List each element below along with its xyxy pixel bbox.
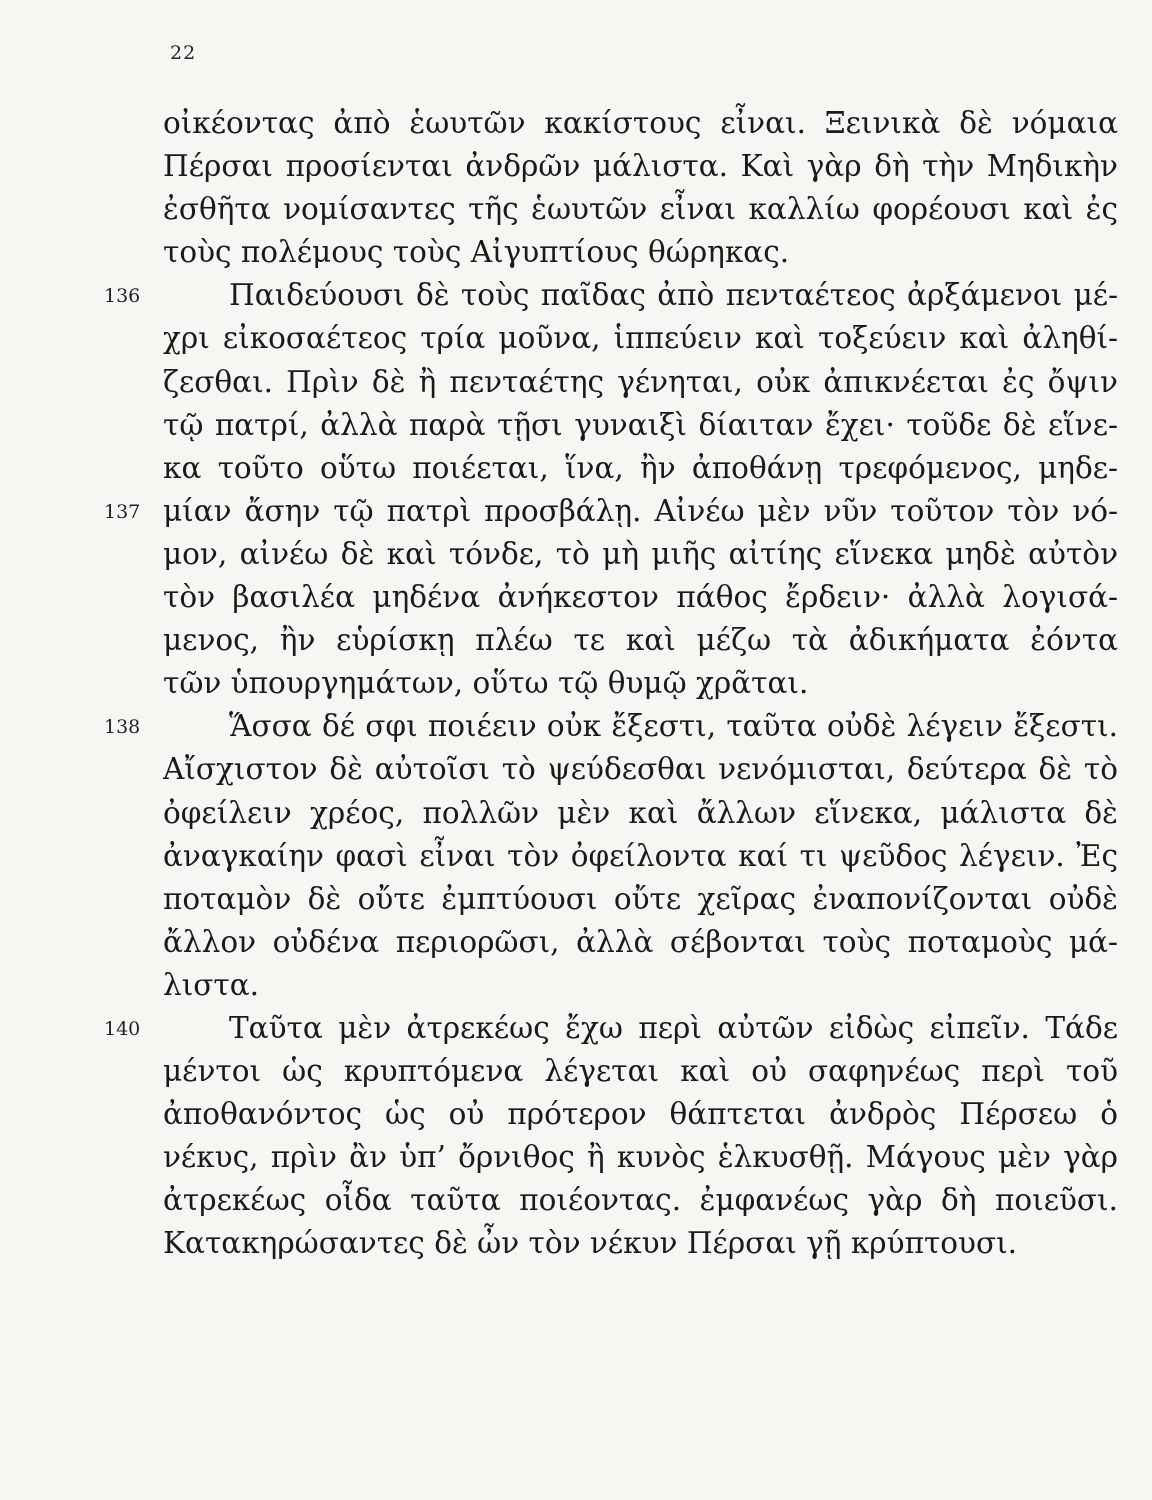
text-line (104, 705, 1118, 748)
line-text: τοὺς πολέμους τοὺς Αἰγυπτίους θώρηκας. (163, 235, 790, 270)
line-text: κα τοῦτο οὕτω ποιέεται, ἵνα, ἢν ἀποθάνῃ τρεφόμενος, μηδε- (163, 450, 1118, 485)
text-line (163, 619, 1118, 662)
text-line (163, 792, 1118, 835)
line-text: ποταμὸν δὲ οὔτε ἐμπτύουσι οὔτε χεῖρας ἐναπονίζονται οὐδὲ (163, 881, 1118, 916)
text-line (163, 188, 1118, 231)
line-text: Κατακηρώσαντες δὲ ὦν τὸν νέκυν Πέρσαι γῇ κρύπτουσι. (163, 1226, 1018, 1261)
text-line (104, 1007, 1118, 1050)
text-line (163, 102, 1118, 145)
line-text: μέντοι ὡς κρυπτόμενα λέγεται καὶ οὐ σαφηνέως περὶ τοῦ (163, 1054, 1118, 1089)
line-text: τῷ πατρί, ἀλλὰ παρὰ τῇσι γυναιξὶ δίαιταν ἔχει· τοῦδε δὲ εἵνε- (163, 407, 1118, 442)
text-line (163, 921, 1118, 964)
line-text: Πέρσαι προσίενται ἀνδρῶν μάλιστα. Καὶ γὰρ δὴ τὴν Μηδικὴν (163, 149, 1118, 184)
line-text: μενος, ἢν εὑρίσκῃ πλέω τε καὶ μέζω τὰ ἀδικήματα ἐόντα (163, 623, 1118, 658)
text-line (104, 490, 1118, 533)
text-line (163, 404, 1118, 447)
line-text: ἐσθῆτα νομίσαντες τῆς ἑωυτῶν εἶναι καλλίω φορέουσι καὶ ἐς (163, 192, 1118, 227)
body-text (104, 102, 1118, 1266)
section-number: 138 (104, 716, 141, 739)
text-line (163, 576, 1118, 619)
text-line (163, 1093, 1118, 1136)
line-text: ἄλλον οὐδένα περιορῶσι, ἀλλὰ σέβονται τοὺς ποταμοὺς μά- (163, 924, 1118, 959)
text-line (163, 361, 1118, 404)
line-text: λιστα. (163, 967, 260, 1002)
line-text: μίαν ἄσην τῷ πατρὶ προσβάλῃ. Αἰνέω μὲν νῦν τοῦτον τὸν νό- (163, 493, 1118, 528)
line-text: χρι εἰκοσαέτεος τρία μοῦνα, ἱππεύειν καὶ τοξεύειν καὶ ἀληθί- (163, 321, 1118, 356)
line-text: τῶν ὑπουργημάτων, οὕτω τῷ θυμῷ χρᾶται. (163, 666, 809, 701)
line-text: ἀτρεκέως οἶδα ταῦτα ποιέοντας. ἐμφανέως γὰρ δὴ ποιεῦσι. (163, 1183, 1118, 1218)
line-text: ὀφείλειν χρέος, πολλῶν μὲν καὶ ἄλλων εἵνεκα, μάλιστα δὲ (163, 795, 1118, 830)
section-number: 140 (104, 1017, 141, 1040)
line-text: μον, αἰνέω δὲ καὶ τόνδε, τὸ μὴ μιῆς αἰτίης εἵνεκα μηδὲ αὐτὸν (163, 536, 1118, 571)
line-text: οἰκέοντας ἀπὸ ἑωυτῶν κακίστους εἶναι. Ξεινικὰ δὲ νόμαια (163, 106, 1118, 140)
line-text: Παιδεύουσι δὲ τοὺς παῖδας ἀπὸ πενταέτεος ἀρξάμενοι μέ- (229, 278, 1118, 313)
page-number: 22 (170, 42, 197, 64)
text-line (163, 1136, 1118, 1179)
section-number: 137 (104, 500, 141, 523)
line-text: Αἴσχιστον δὲ αὐτοῖσι τὸ ψεύδεσθαι νενόμισται, δεύτερα δὲ τὸ (163, 752, 1118, 787)
section-number: 136 (104, 285, 141, 308)
text-line (163, 317, 1118, 360)
line-text: ζεσθαι. Πρὶν δὲ ἢ πενταέτης γένηται, οὐκ ἀπικνέεται ἐς ὄψιν (163, 364, 1118, 399)
text-line (163, 145, 1118, 188)
text-line (163, 1222, 1118, 1265)
text-line (104, 274, 1118, 317)
line-text: ἀναγκαίην φασὶ εἶναι τὸν ὀφείλοντα καί τι ψεῦδος λέγειν. Ἐς (163, 838, 1118, 873)
text-line (163, 1179, 1118, 1222)
line-text: τὸν βασιλέα μηδένα ἀνήκεστον πάθος ἔρδειν· ἀλλὰ λογισά- (163, 580, 1118, 615)
text-line (163, 231, 1118, 274)
line-text: νέκυς, πρὶν ἂν ὑπ’ ὄρνιθος ἢ κυνὸς ἑλκυσθῇ. Μάγους μὲν γὰρ (163, 1140, 1118, 1175)
text-line (163, 1050, 1118, 1093)
text-line (163, 835, 1118, 878)
text-line (163, 662, 1118, 705)
text-line (163, 447, 1118, 490)
text-line (163, 964, 1118, 1007)
line-text: ἀποθανόντος ὡς οὐ πρότερον θάπτεται ἀνδρὸς Πέρσεω ὁ (163, 1097, 1118, 1132)
text-line (163, 748, 1118, 791)
line-text: Ταῦτα μὲν ἀτρεκέως ἔχω περὶ αὐτῶν εἰδὼς εἰπεῖν. Τάδε (229, 1010, 1118, 1045)
text-line (163, 533, 1118, 576)
line-text: Ἅσσα δέ σφι ποιέειν οὐκ ἔξεστι, ταῦτα οὐδὲ λέγειν ἔξεστι. (229, 709, 1118, 744)
text-line (163, 878, 1118, 921)
